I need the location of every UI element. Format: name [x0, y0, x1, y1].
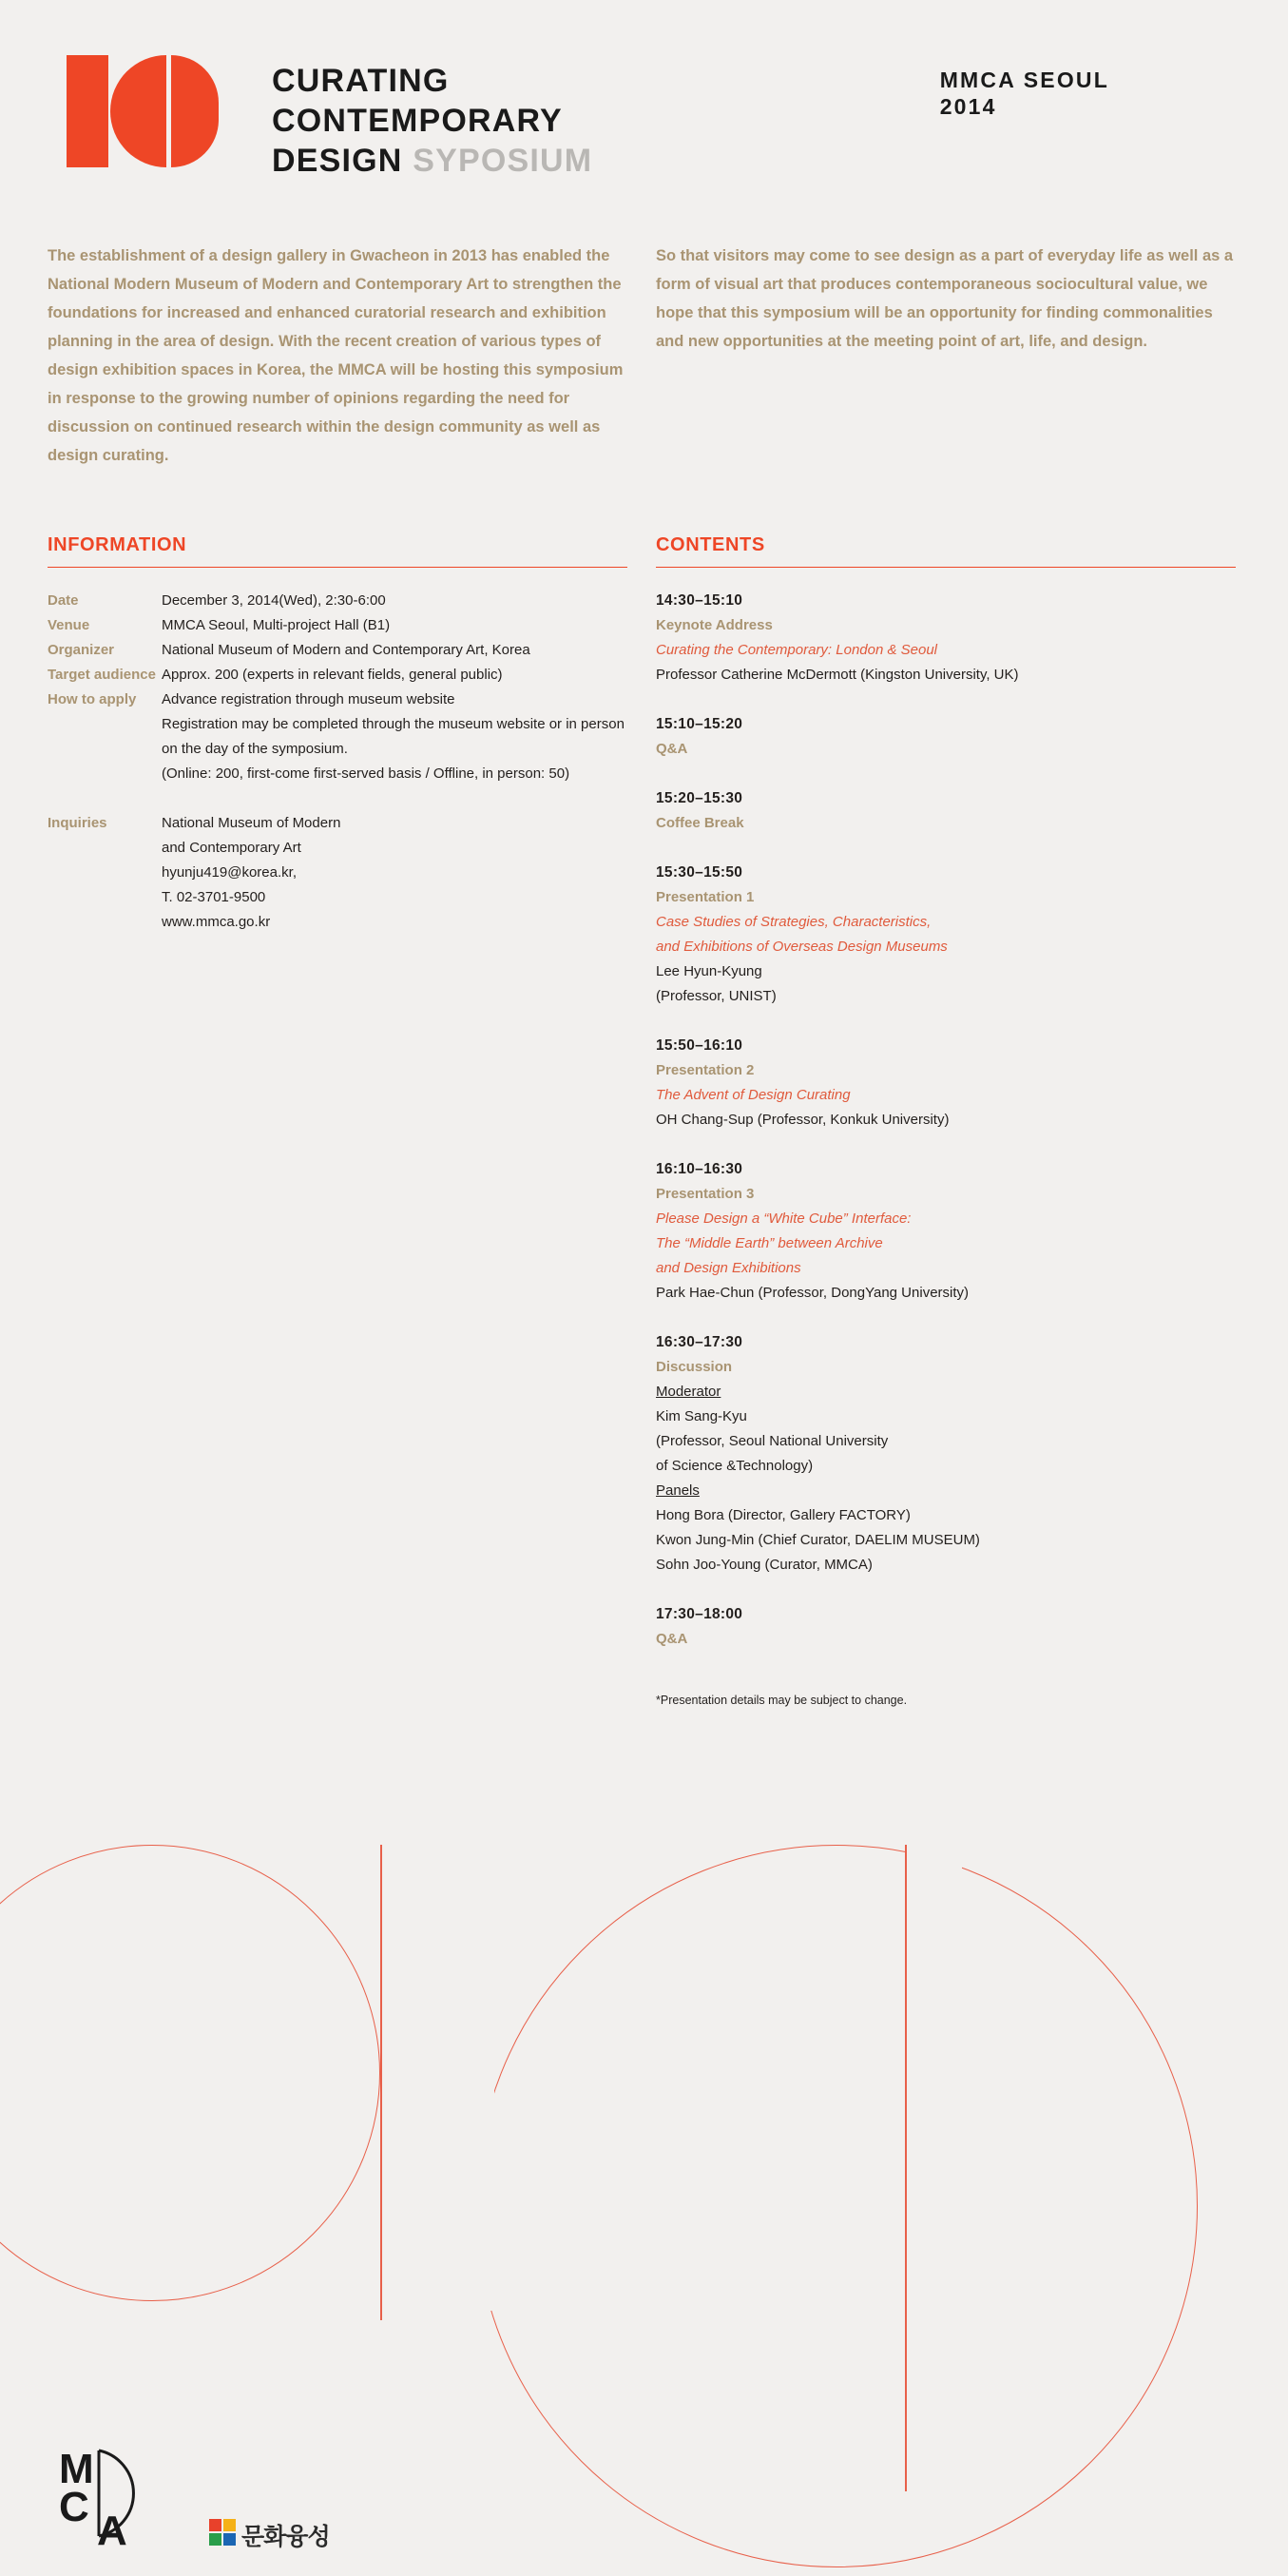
schedule-item — [656, 1034, 1236, 1133]
schedule-speaker-line: OH Chang-Sup (Professor, Konkuk University) — [656, 1112, 950, 1128]
information-row-value: December 3, 2014(Wed), 2:30-6:00 — [162, 592, 386, 609]
schedule-group-label: Moderator — [656, 1384, 721, 1400]
schedule-kind: Presentation 3 — [656, 1186, 755, 1202]
logo-line-3 — [272, 145, 592, 177]
svg-text:A: A — [97, 2508, 127, 2549]
decorative-circle-left — [0, 1845, 380, 2301]
decorative-circle-right — [475, 1845, 1198, 2567]
information-row — [48, 663, 627, 688]
information-column — [48, 534, 627, 1707]
information-title: INFORMATION — [48, 534, 627, 568]
schedule-item — [656, 712, 1236, 762]
schedule-speaker-line: Park Hae-Chun (Professor, DongYang University) — [656, 1285, 970, 1301]
schedule-topic-line: Case Studies of Strategies, Characteristics, — [656, 914, 932, 930]
information-row-label: Venue — [48, 617, 90, 633]
information-row — [48, 712, 627, 762]
schedule-kind: Q&A — [656, 1631, 688, 1647]
information-row-label: How to apply — [48, 691, 137, 707]
poster-header — [0, 0, 1288, 184]
logo-wordmark — [272, 65, 592, 184]
inquiries-line: National Museum of Modern — [162, 815, 341, 831]
inquiries-value — [162, 811, 627, 935]
event-location-year — [940, 49, 1221, 120]
information-row-label: Target audience — [48, 667, 156, 683]
schedule-item — [656, 589, 1236, 688]
information-row — [48, 613, 627, 638]
information-row — [48, 638, 627, 663]
schedule-kind: Presentation 1 — [656, 889, 755, 905]
information-row — [48, 762, 627, 786]
intro-section — [0, 242, 1288, 470]
ccd-logo-icon — [67, 55, 219, 167]
logo-line-2: CONTEMPORARY — [272, 103, 563, 139]
information-spacer — [48, 786, 627, 811]
schedule-item — [656, 1330, 1236, 1578]
logo-line-3-grey: SYPOSIUM — [413, 143, 593, 179]
schedule-topic-line: Curating the Contemporary: London & Seoul — [656, 642, 938, 658]
schedule-item — [656, 1157, 1236, 1306]
schedule-time: 15:50–16:10 — [656, 1037, 743, 1054]
information-row-value: Approx. 200 (experts in relevant fields, general public) — [162, 667, 503, 683]
schedule-topic-line: The “Middle Earth” between Archive — [656, 1235, 883, 1251]
schedule-group-line: Hong Bora (Director, Gallery FACTORY) — [656, 1507, 911, 1523]
inquiries-row — [48, 811, 627, 935]
schedule-topic-line: and Design Exhibitions — [656, 1260, 801, 1276]
culture-logo-text: 문화융성 — [241, 2524, 330, 2550]
schedule-group-line: Sohn Joo-Young (Curator, MMCA) — [656, 1557, 873, 1573]
schedule-group-label: Panels — [656, 1482, 700, 1499]
schedule-topic-line: and Exhibitions of Overseas Design Museums — [656, 939, 948, 955]
culture-logo — [209, 2519, 330, 2549]
information-row-label — [48, 762, 162, 786]
schedule-kind: Discussion — [656, 1359, 733, 1375]
contents-column — [656, 534, 1236, 1707]
schedule-topic-line: The Advent of Design Curating — [656, 1087, 851, 1103]
main-section — [0, 534, 1288, 1707]
intro-paragraph-left: The establishment of a design gallery in Gwacheon in 2013 has enabled the National Modern Museum of Modern and Contemporary Art to strengthen the foundations for increased and enhanced curatorial research and exhibition planning in the area of design. With the recent creation of various types of design exhibition spaces in Korea, the MMCA will be hosting this symposium in response to the growing number of opinions regarding the need for discussion on continued research within the design community as well as design curating. — [48, 247, 624, 464]
svg-text:M: M — [59, 2446, 94, 2492]
schedule-note: *Presentation details may be subject to change. — [656, 1694, 908, 1707]
schedule-time: 15:20–15:30 — [656, 790, 743, 806]
inquiries-line: www.mmca.go.kr — [162, 914, 271, 930]
footer-logos — [57, 2445, 330, 2549]
schedule-topic-line: Please Design a “White Cube” Interface: — [656, 1211, 912, 1227]
culture-squares-icon — [209, 2519, 236, 2546]
information-row-label: Organizer — [48, 642, 115, 658]
schedule-group-line: Kim Sang-Kyu — [656, 1408, 747, 1424]
schedule-time: 16:10–16:30 — [656, 1161, 743, 1177]
contents-title: CONTENTS — [656, 534, 1236, 568]
information-row-value: (Online: 200, first-come first-served basis / Offline, in person: 50) — [162, 765, 570, 782]
schedule-group-line: of Science &Technology) — [656, 1458, 814, 1474]
schedule-speaker-line: Lee Hyun-Kyung — [656, 963, 762, 979]
information-table — [48, 589, 627, 935]
inquiries-line: T. 02-3701-9500 — [162, 889, 266, 905]
decorative-mask-left — [380, 1835, 494, 2311]
decorative-mask-right — [905, 1835, 962, 2491]
information-row — [48, 688, 627, 712]
schedule-time: 15:10–15:20 — [656, 716, 743, 732]
schedule-kind: Coffee Break — [656, 815, 744, 831]
event-location: MMCA SEOUL — [939, 68, 1109, 92]
schedule-list — [656, 589, 1236, 1652]
inquiries-line: and Contemporary Art — [162, 840, 301, 856]
event-year: 2014 — [939, 94, 997, 119]
schedule-speaker-line: Professor Catherine McDermott (Kingston University, UK) — [656, 667, 1019, 683]
schedule-speaker-line: (Professor, UNIST) — [656, 988, 777, 1004]
schedule-time: 16:30–17:30 — [656, 1334, 743, 1350]
intro-paragraph-right: So that visitors may come to see design as a part of everyday life as well as a form of visual art that produces contemporaneous sociocultural value, we hope that this symposium will be an opportunity for finding commonalities and new opportunities at the meeting point of art, life, and design. — [656, 247, 1234, 350]
schedule-item — [656, 1602, 1236, 1652]
schedule-time: 14:30–15:10 — [656, 592, 743, 609]
schedule-item — [656, 786, 1236, 836]
schedule-kind: Presentation 2 — [656, 1062, 755, 1078]
inquiries-label: Inquiries — [48, 815, 107, 831]
svg-text:C: C — [59, 2484, 89, 2530]
decorative-line-left — [380, 1845, 382, 2320]
information-row-value: Registration may be completed through the museum website or in person on the day of the symposium. — [162, 716, 625, 757]
information-row-value: National Museum of Modern and Contemporary Art, Korea — [162, 642, 530, 658]
schedule-kind: Keynote Address — [656, 617, 773, 633]
information-row-label — [48, 712, 162, 762]
logo-line-3-dark: DESIGN — [272, 143, 413, 179]
schedule-item — [656, 861, 1236, 1009]
schedule-kind: Q&A — [656, 741, 688, 757]
information-row-label: Date — [48, 592, 79, 609]
decorative-line-right — [905, 1845, 907, 2491]
inquiries-line: hyunju419@korea.kr, — [162, 864, 297, 881]
mmca-logo-icon — [57, 2445, 181, 2549]
schedule-time: 15:30–15:50 — [656, 864, 743, 881]
logo-line-1: CURATING — [272, 63, 450, 99]
information-row — [48, 589, 627, 613]
schedule-time: 17:30–18:00 — [656, 1606, 743, 1622]
schedule-group-line: Kwon Jung-Min (Chief Curator, DAELIM MUSEUM) — [656, 1532, 980, 1548]
schedule-group-line: (Professor, Seoul National University — [656, 1433, 889, 1449]
information-row-value: Advance registration through museum website — [162, 691, 455, 707]
information-row-value: MMCA Seoul, Multi-project Hall (B1) — [162, 617, 391, 633]
